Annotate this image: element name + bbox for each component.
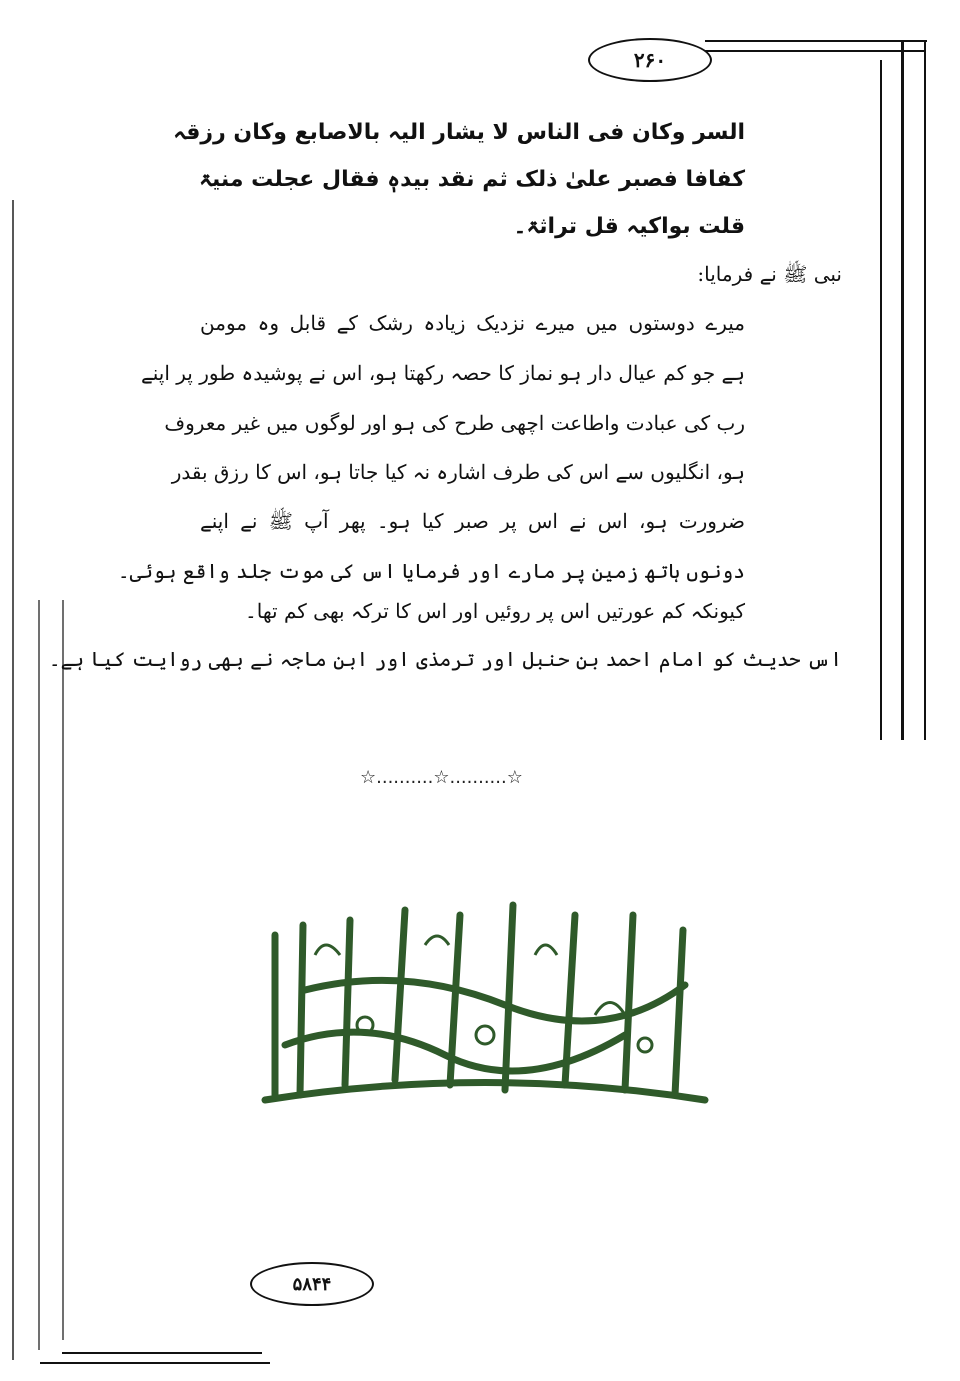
frame-line-left-3	[62, 600, 64, 1340]
page-number-bottom-text: ۵۸۴۴	[292, 1273, 332, 1295]
arabic-line-1: السر وکان فی الناس لا یشار الیہ بالاصابع وکان رزقہ	[173, 120, 745, 145]
urdu-line-2: ہے جو کم عیال دار ہو نماز کا حصہ رکھتا ہو، اس نے پوشیدہ طور پر اپنے	[141, 361, 745, 385]
page-number-bottom	[250, 1262, 374, 1306]
urdu-line-7: کیونکہ کم عورتیں اس پر روئیں اور اس کا ترکہ بھی کم تھا۔	[245, 599, 745, 623]
arabic-line-3: قلت بواکیہ قل تراثۃ۔	[513, 214, 745, 239]
arabic-line-2: کفافا فصبر علیٰ ذلک ثم نقد بیدہٖ فقال عجلت منیۃ	[199, 167, 745, 192]
urdu-line-1: میرے دوستوں میں میرے نزدیک زیادہ رشک کے قابل وہ مومن	[200, 311, 745, 335]
frame-line-bottom-left-2	[62, 1352, 262, 1354]
calligraphy-panel	[245, 895, 715, 1120]
frame-line-left-2	[38, 600, 40, 1350]
frame-line-top-right-2	[705, 40, 927, 42]
frame-line-bottom-left	[40, 1362, 270, 1364]
section-heading: نبی ﷺ نے فرمایا:	[697, 262, 842, 286]
frame-line-third-right	[880, 60, 882, 740]
urdu-line-6: دونوں ہاتھ زمین پر مارے اور فرمایا اس کی موت جلد واقع ہوئی۔	[117, 559, 745, 583]
frame-line-left-1	[12, 200, 14, 1360]
frame-line-top-right	[705, 50, 925, 52]
urdu-line-3: رب کی عبادت واطاعت اچھی طرح کی ہو اور لوگوں میں غیر معروف	[164, 411, 745, 435]
frame-line-inner-right	[924, 40, 926, 740]
reference-line: اس حدیث کو امام احمد بن حنبل اور ترمذی اور ابن ماجہ نے بھی روایت کیا ہے۔	[48, 647, 842, 671]
frame-line-outer-right	[901, 40, 904, 740]
urdu-line-4: ہو، انگلیوں سے اس کی طرف اشارہ نہ کیا جاتا ہو، اس کا رزق بقدر	[171, 460, 745, 484]
urdu-line-5: ضرورت ہو، اس نے اس پر صبر کیا ہو۔ پھر آپ ﷺ نے اپنے	[200, 509, 745, 533]
star-divider: ☆..........☆..........☆	[360, 767, 523, 788]
page-number-top-text: ۲۶۰	[633, 48, 667, 72]
page-number-top	[588, 38, 712, 82]
